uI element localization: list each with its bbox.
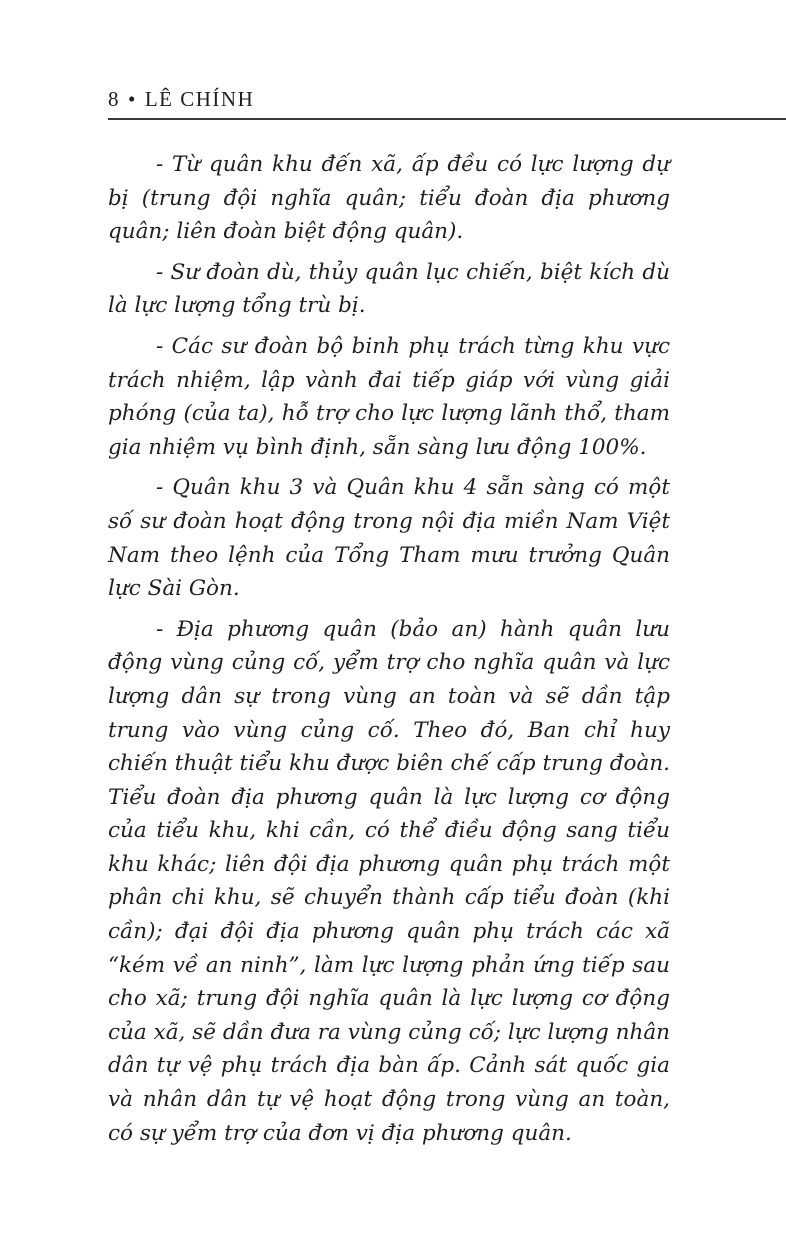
header-separator: • — [128, 87, 137, 111]
paragraph-1: - Từ quân khu đến xã, ấp đều có lực lượng dự bị (trung đội nghĩa quân; tiểu đoàn địa phương quân; liên đoàn biệt động quân). — [108, 152, 670, 245]
running-header — [108, 86, 786, 120]
paragraph-4: - Quân khu 3 và Quân khu 4 sẵn sàng có một số sư đoàn hoạt động trong nội địa miền Nam Việt Nam theo lệnh của Tổng Tham mưu trưởng Quân lực Sài Gòn. — [108, 475, 670, 602]
body-text — [108, 148, 670, 1157]
paragraph-3: - Các sư đoàn bộ binh phụ trách từng khu vực trách nhiệm, lập vành đai tiếp giáp với vùng giải phóng (của ta), hỗ trợ cho lực lượng lãnh thổ, tham gia nhiệm vụ bình định, sẵn sàng lưu động 100%. — [108, 333, 670, 460]
paragraph-5: - Địa phương quân (bảo an) hành quân lưu động vùng củng cố, yểm trợ cho nghĩa quân và lực lượng dân sự trong vùng an toàn và sẽ dần tập trung vào vùng củng cố. Theo đó, Ban chỉ huy chiến thuật tiểu khu được biên chế cấp trung đoàn. Tiểu đoàn địa phương quân là lực lượng cơ động của tiểu khu, khi cần, có thể điều động sang tiểu khu khác; liên đội địa phương quân phụ trách một phân chi khu, sẽ chuyển thành cấp tiểu đoàn (khi cần); đại đội địa phương quân phụ trách các xã “kém về an ninh”, làm lực lượng phản ứng tiếp sau cho xã; trung đội nghĩa quân là lực lượng cơ động của xã, sẽ dần đưa ra vùng củng cố; lực lượng nhân dân tự vệ phụ trách địa bàn ấp. Cảnh sát quốc gia và nhân dân tự vệ hoạt động trong vùng an toàn, có sự yểm trợ của đơn vị địa phương quân. — [108, 616, 670, 1146]
author-name: LÊ CHÍNH — [144, 87, 255, 111]
paragraph-2: - Sư đoàn dù, thủy quân lục chiến, biệt kích dù là lực lượng tổng trù bị. — [108, 259, 670, 319]
page-number: 8 — [108, 87, 120, 111]
